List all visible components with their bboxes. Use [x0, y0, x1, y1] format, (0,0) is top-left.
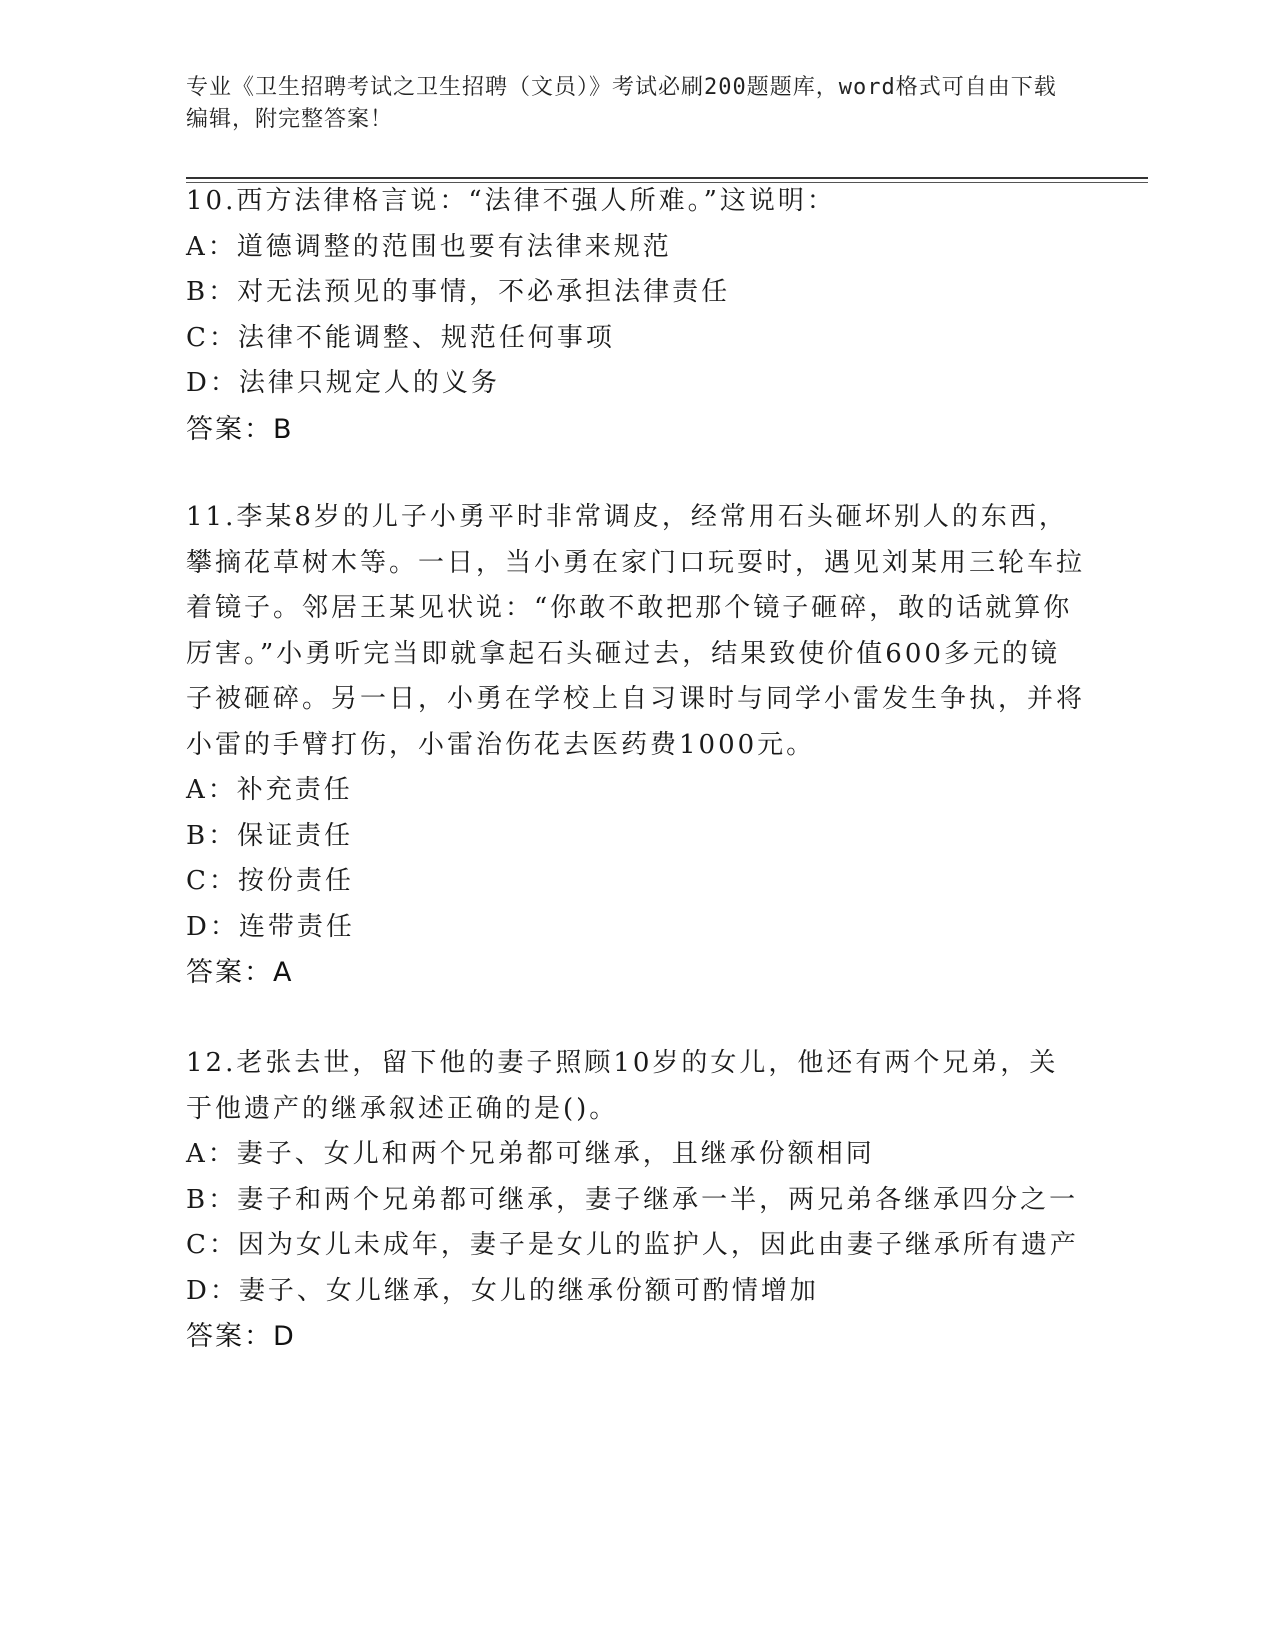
option-a: A：补充责任 [186, 775, 353, 805]
option-b: B：对无法预见的事情，不必承担法律责任 [186, 277, 731, 307]
question-11 [186, 495, 1086, 996]
question-stem: 12.老张去世，留下他的妻子照顾10岁的女儿，他还有两个兄弟，关于他遗产的继承叙述正确的是()。 [186, 1048, 1059, 1124]
option-c: C：法律不能调整、规范任何事项 [186, 322, 615, 353]
option-d: D：法律只规定人的义务 [186, 368, 500, 398]
answer-label: 答案：B [186, 413, 294, 445]
question-10 [186, 179, 1086, 453]
answer-label: 答案：A [186, 957, 294, 988]
option-c: C：因为女儿未成年，妻子是女儿的监护人，因此由妻子继承所有遗产 [186, 1230, 1079, 1260]
option-b: B：妻子和两个兄弟都可继承，妻子继承一半，两兄弟各继承四分之一 [186, 1184, 1079, 1215]
question-stem: 10.西方法律格言说：“法律不强人所难。”这说明： [186, 186, 836, 216]
question-12 [186, 1041, 1086, 1360]
option-c: C：按份责任 [186, 866, 354, 896]
option-a: A：道德调整的范围也要有法律来规范 [186, 231, 672, 262]
option-d: D：连带责任 [186, 911, 355, 942]
header-text: 专业《卫生招聘考试之卫生招聘（文员）》考试必刷200题题库，word格式可自由下载编辑，附完整答案！ [186, 75, 1057, 132]
option-d: D：妻子、女儿继承，女儿的继承份额可酌情增加 [186, 1275, 819, 1306]
question-stem: 11.李某8岁的儿子小勇平时非常调皮，经常用石头砸坏别人的东西，攀摘花草树木等。一日，当小勇在家门口玩耍时，遇见刘某用三轮车拉着镜子。邻居王某见状说：“你敢不敢把那个镜子砸碎，敢的话就算你厉害。”小勇听完当即就拿起石头砸过去，结果致使价值600多元的镜子被砸碎。另一日，小勇在学校上自习课时与同学小雷发生争执，并将小雷的手臂打伤，小雷治伤花去医药费1000元。 [186, 502, 1086, 760]
answer-label: 答案：D [186, 1321, 296, 1352]
document-header [186, 72, 1076, 136]
option-a: A：妻子、女儿和两个兄弟都可继承，且继承份额相同 [186, 1139, 875, 1169]
option-b: B：保证责任 [186, 820, 354, 851]
